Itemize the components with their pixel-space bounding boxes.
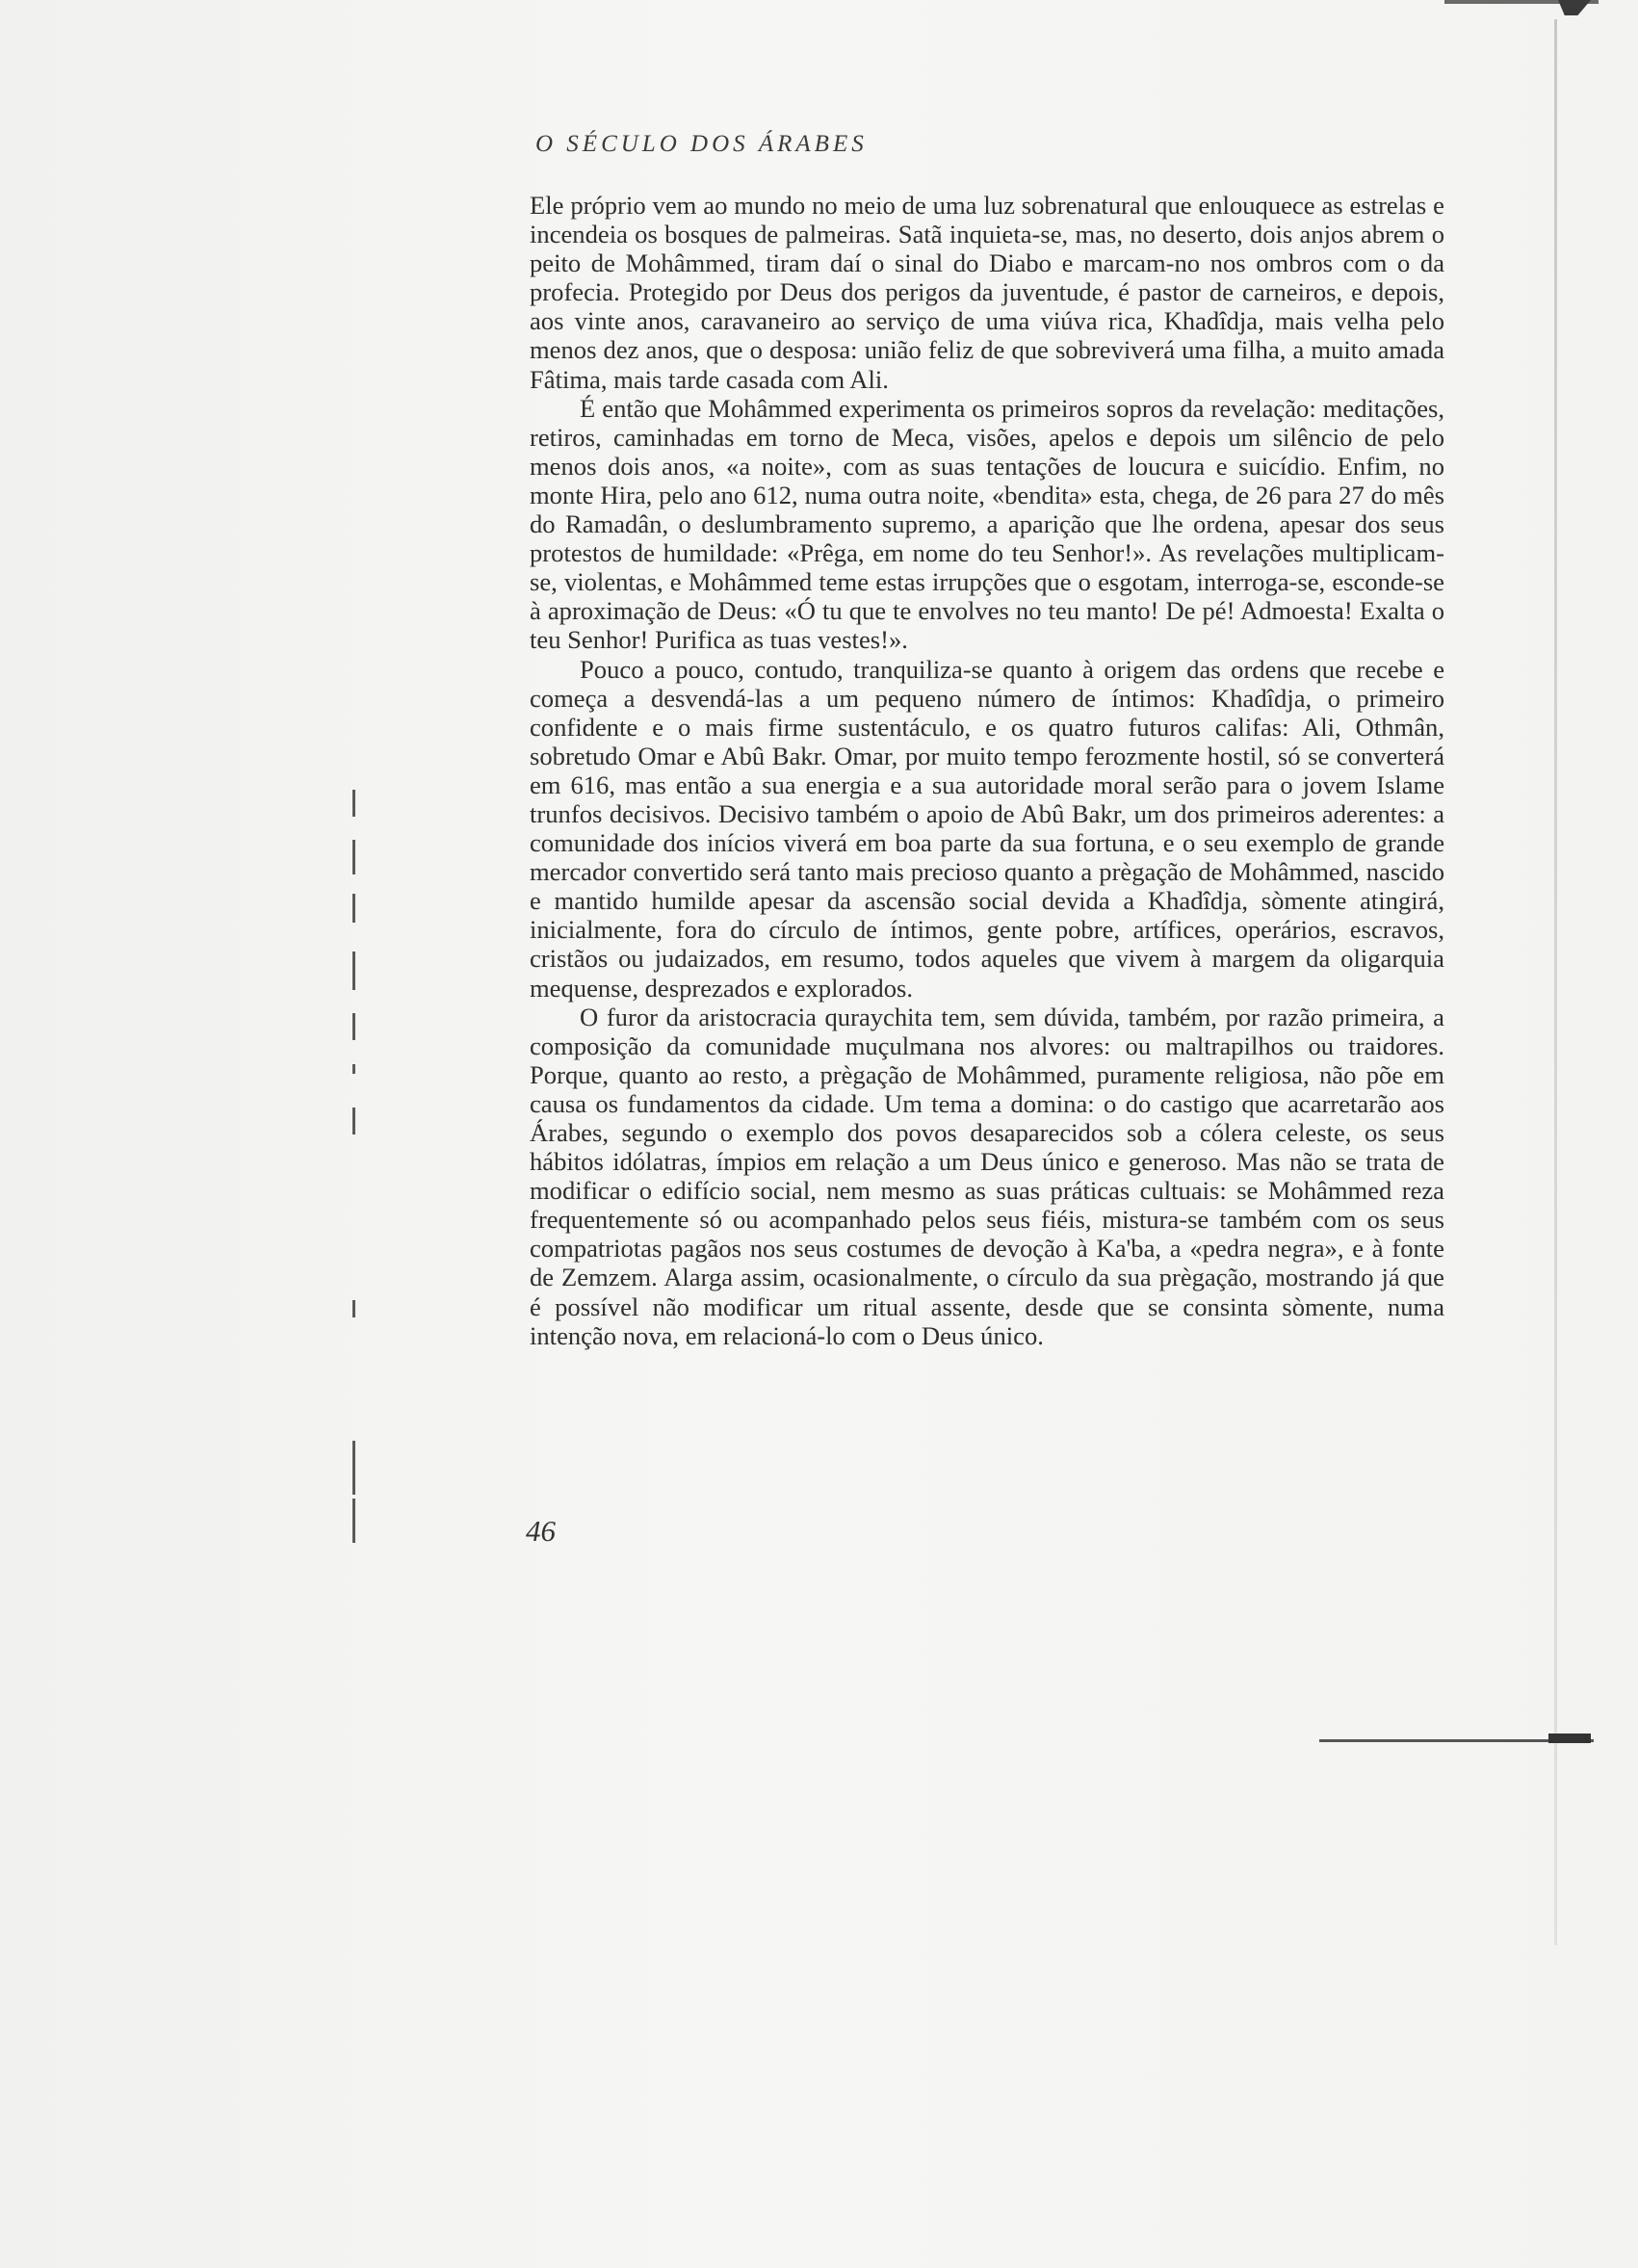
scan-edge-right	[1554, 19, 1557, 1945]
paragraph: Pouco a pouco, contudo, tranquiliza-se quanto à origem das ordens que recebe e começa a desvendá-las a um pequeno número de íntimos: Khadîdja, o primeiro confidente e o mais firme sustentáculo, e os quatro futuros califas: Ali, Othmân, sobretudo Omar e Abû Bakr. Omar, por muito tempo ferozmente hostil, só se converterá em 616, mas então a sua energia e a sua autoridade moral serão para o jovem Islame trunfos decisivos. Decisivo também o apoio de Abû Bakr, um dos primeiros aderentes: a comunidade dos inícios viverá em boa parte da sua fortuna, e o seu exemplo de grande mercador convertido será tanto mais precioso quanto a prègação de Mohâmmed, nascido e mantido humilde apesar da ascensão social devida a Khadîdja, sòmente atingirá, inicialmente, fora do círculo de íntimos, gente pobre, artífices, operários, escravos, cristãos ou judaizados, em resumo, todos aqueles que vivem à margem da oligarquia mequense, desprezados e explorados.	[530, 654, 1444, 1003]
running-head: O SÉCULO DOS ÁRABES	[535, 131, 868, 157]
body-text	[530, 191, 1444, 1350]
page-number: 46	[526, 1514, 556, 1548]
paragraph: O furor da aristocracia quraychita tem, sem dúvida, também, por razão primeira, a composição da comunidade muçulmana nos alvores: ou maltrapilhos ou traidores. Porque, quanto ao resto, a prègação de Mohâmmed, puramente religiosa, não põe em causa os fundamentos da cidade. Um tema a domina: o do castigo que acarretarão aos Árabes, segundo o exemplo dos povos desaparecidos sob a cólera celeste, os seus hábitos idólatras, ímpios em relação a um Deus único e generoso. Mas não se trata de modificar o edifício social, nem mesmo as suas práticas cultuais: se Mohâmmed reza frequentemente só ou acompanhado pelos seus fiéis, mistura-se também com os seus compatriotas pagãos nos seus costumes de devoção à Ka'ba, a «pedra negra», e à fonte de Zemzem. Alarga assim, ocasionalmente, o círculo da sua prègação, mostrando já que é possível não modificar um ritual assente, desde que se consinta sòmente, numa intenção nova, em relacioná-lo com o Deus único.	[530, 1002, 1444, 1350]
scan-mark-top	[1558, 0, 1591, 15]
paragraph: Ele próprio vem ao mundo no meio de uma luz sobrenatural que enlouquece as estrelas e incendeia os bosques de palmeiras. Satã inquieta-se, mas, no deserto, dois anjos abrem o peito de Mohâmmed, tiram daí o sinal do Diabo e marcam-no nos ombros com o da profecia. Protegido por Deus dos perigos da juventude, é pastor de carneiros, e depois, aos vinte anos, caravaneiro ao serviço de uma viúva rica, Khadîdja, mais velha pelo menos dez anos, que o desposa: união feliz de que sobreviverá uma filha, a muito amada Fâtima, mais tarde casada com Ali.	[530, 191, 1444, 394]
scan-mark-bottom	[1548, 1734, 1591, 1743]
paragraph: É então que Mohâmmed experimenta os primeiros sopros da revelação: meditações, retiros, caminhadas em torno de Meca, visões, apelos e depois um silêncio de pelo menos dois anos, «a noite», com as suas tentações de loucura e suicídio. Enfim, no monte Hira, pelo ano 612, numa outra noite, «bendita» esta, chega, de 26 para 27 do mês do Ramadân, o deslumbramento supremo, a aparição que lhe ordena, apesar dos seus protestos de humildade: «Prêga, em nome do teu Senhor!». As revelações multiplicam-se, violentas, e Mohâmmed teme estas irrupções que o esgotam, interroga-se, esconde-se à aproximação de Deus: «Ó tu que te envolves no teu manto! De pé! Admoesta! Exalta o teu Senhor! Purifica as tuas vestes!».	[530, 393, 1444, 655]
binding-margin-marks	[352, 790, 356, 1560]
